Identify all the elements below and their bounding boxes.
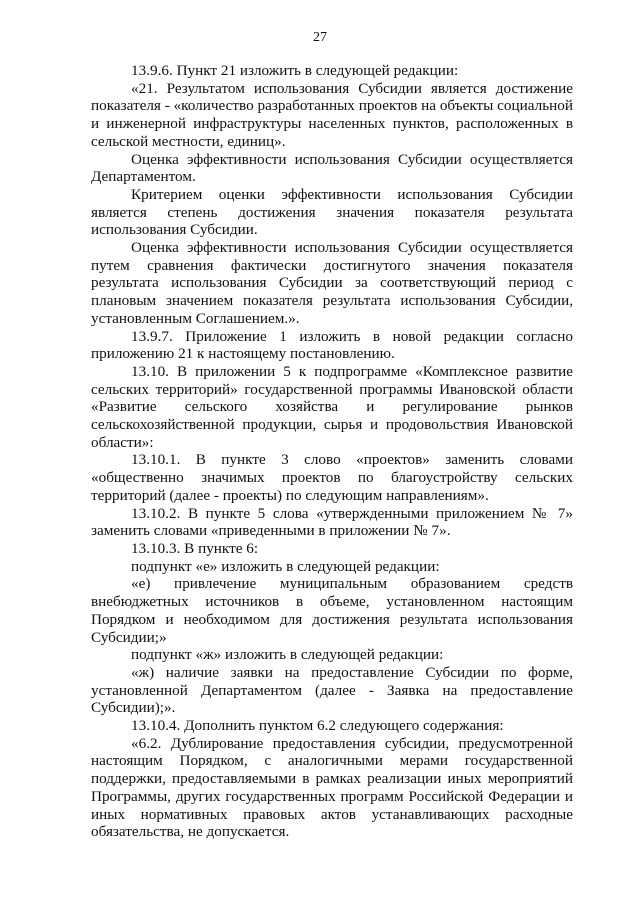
- paragraph-subclause-zh-text: «ж) наличие заявки на предоставление Субсидии по форме, установленной Департаментом (далее - Заявка на предоставление Субсидии);».: [91, 663, 573, 717]
- paragraph-evaluation-method: Оценка эффективности использования Субсидии осуществляется путем сравнения фактически достигнутого значения показателя результата использования Субсидии за соответствующий период с плановым значением показателя результата использования Субсидии, установленным Соглашением.».: [91, 239, 573, 327]
- paragraph-subclause-zh-intro: подпункт «ж» изложить в следующей редакции:: [131, 646, 444, 664]
- document-body: [91, 62, 573, 841]
- paragraph-subclause-e-intro: подпункт «е» изложить в следующей редакции:: [131, 557, 440, 575]
- paragraph-evaluation-authority: Оценка эффективности использования Субсидии осуществляется Департаментом.: [91, 150, 573, 186]
- paragraph-13-9-7: 13.9.7. Приложение 1 изложить в новой редакции согласно приложению 21 к настоящему постановлению.: [91, 327, 573, 363]
- paragraph-13-10-3: 13.10.3. В пункте 6:: [131, 539, 259, 557]
- paragraph-6-2: «6.2. Дублирование предоставления субсидии, предусмотренной настоящим Порядком, с аналогичными мерами государственной поддержки, предоставляемыми в рамках реализации иных мероприятий Программы, других государственных программ Российской Федерации и иных нормативных правовых актов устанавливающих расходные обязательства, не допускается.: [91, 734, 573, 841]
- page-number: 27: [313, 30, 327, 45]
- paragraph-result-definition: «21. Результатом использования Субсидии является достижение показателя - «количество разработанных проектов на объекты социальной и инженерной инфраструктуры населенных пунктов, расположенных в сельской местности, единиц».: [91, 79, 573, 150]
- paragraph-evaluation-criterion: Критерием оценки эффективности использования Субсидии является степень достижения значения показателя результата использования Субсидии.: [91, 185, 573, 239]
- paragraph-13-10-2: 13.10.2. В пункте 5 слова «утвержденными приложением № 7» заменить словами «приведенными в приложении № 7».: [91, 504, 573, 540]
- paragraph-13-10-1: 13.10.1. В пункте 3 слово «проектов» заменить словами «общественно значимых проектов по благоустройству сельских территорий (далее - проекты) по следующим направлениям».: [91, 451, 573, 504]
- paragraph-subclause-e-text: «е) привлечение муниципальным образованием средств внебюджетных источников в объеме, установленном настоящим Порядком и необходимом для достижения результата использования Субсидии;»: [91, 575, 573, 646]
- paragraph-13-10-4: 13.10.4. Дополнить пунктом 6.2 следующего содержания:: [131, 717, 504, 735]
- paragraph-13-9-6: 13.9.6. Пункт 21 изложить в следующей редакции:: [131, 62, 459, 79]
- paragraph-13-10: 13.10. В приложении 5 к подпрограмме «Комплексное развитие сельских территорий» государственной программы Ивановской области «Развитие сельского хозяйства и регулирование рынков сельскохозяйственной продукции, сырья и продовольствия Ивановской области»:: [91, 362, 573, 451]
